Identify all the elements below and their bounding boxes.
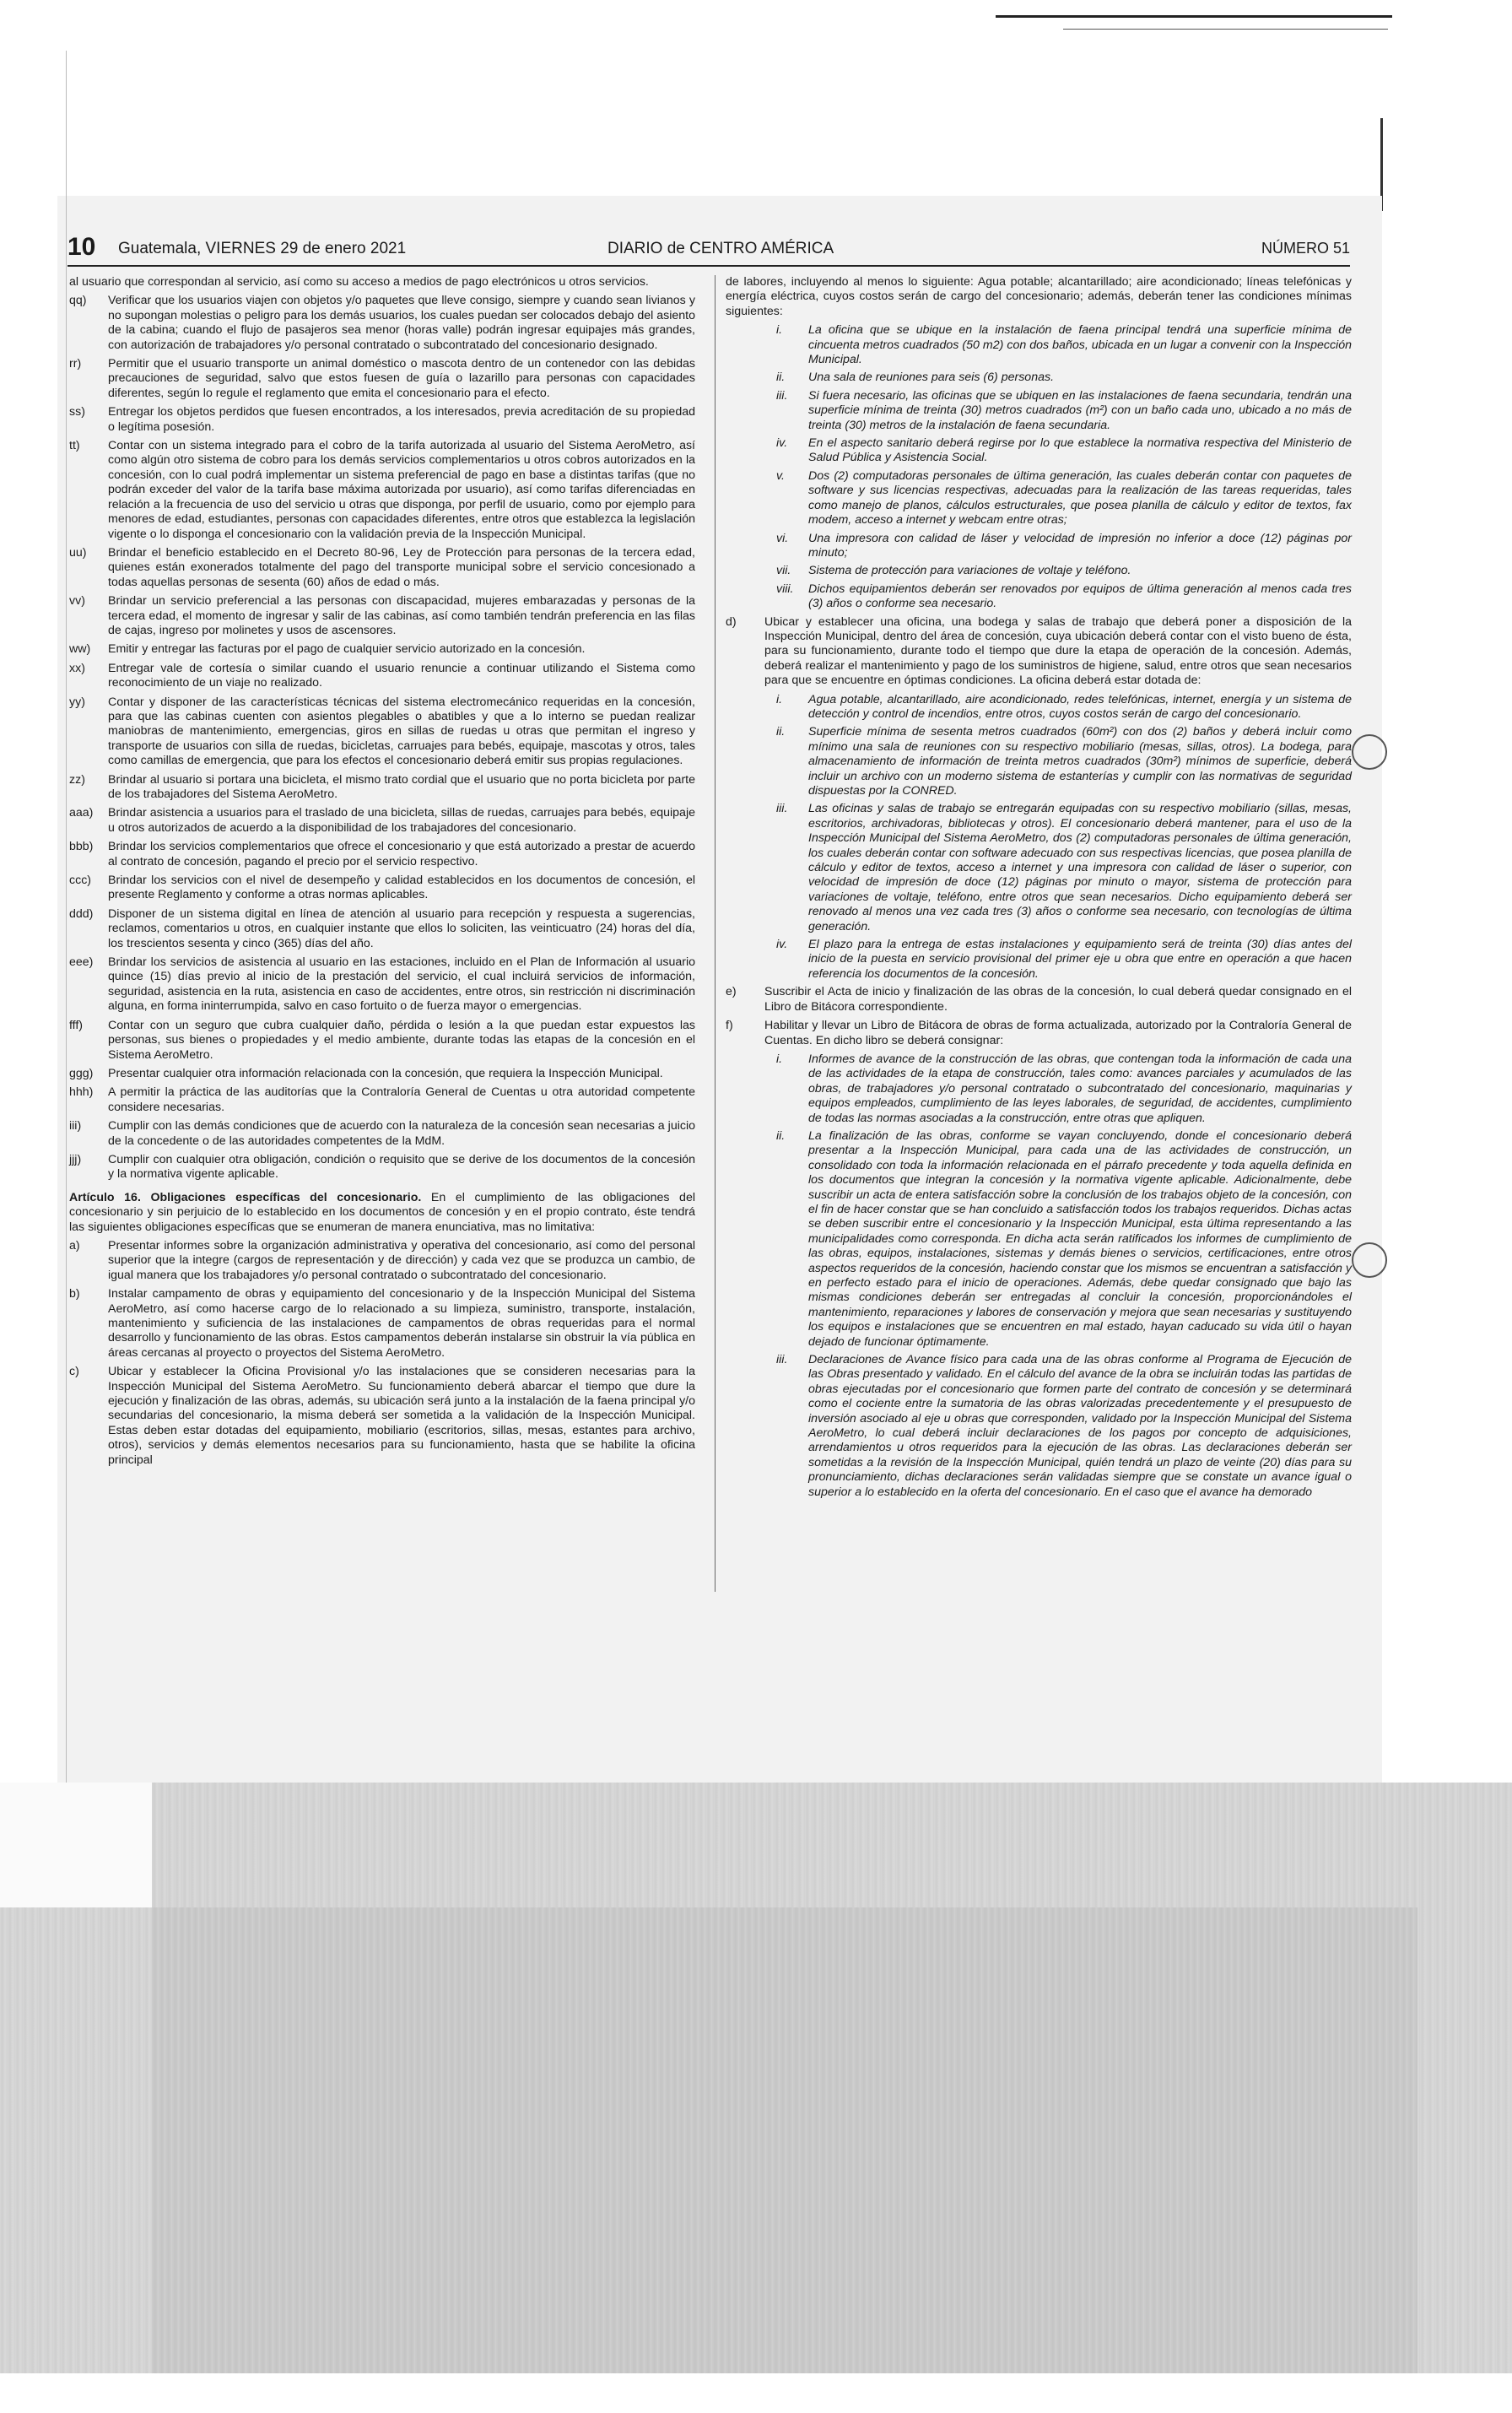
list-item [69, 294, 695, 353]
list-item [69, 1085, 695, 1115]
list-item [69, 955, 695, 1014]
item-label: ss) [69, 405, 85, 419]
item-label: f) [726, 1019, 733, 1033]
item-label: eee) [69, 955, 94, 970]
item-text: Contar y disponer de las características técnicas del sistema electromecánico requeridas en la concesión, para que las cabinas cuenten con asientos plegables o abatibles y que a lo interno se puedan realizar maniobras de mantenimiento, emergencias, giros en sillas de ruedas u otras que permitan el ingreso y transporte de usuarios con silla de ruedas, bicicletas, carruajes para bebés, equipaje, mascotas y otros, tales como camillas de emergencia, que para los efectos el concesionario deberá emitir sus propias regulaciones. [108, 695, 695, 768]
item-label: vi. [776, 531, 789, 545]
list-item [69, 907, 695, 951]
top-rule [996, 15, 1392, 18]
sub-item [776, 371, 1352, 385]
item-label: hhh) [69, 1085, 94, 1100]
item-text: Habilitar y llevar un Libro de Bitácora de obras de forma actualizada, autorizado por la Contraloría General de Cuentas. En dicho libro se deberá consignar: [764, 1019, 1352, 1047]
sub-item [776, 532, 1352, 561]
item-text: Presentar cualquier otra información relacionada con la concesión, que requiera la Inspección Municipal. [108, 1066, 663, 1080]
item-text: Cumplir con las demás condiciones que de acuerdo con la naturaleza de la concesión sean necesarias a juicio de la concedente o de las autoridades competentes de la MdM. [108, 1119, 695, 1148]
item-label: a) [69, 1238, 80, 1252]
scan-margin-line [66, 51, 67, 1789]
item-text: Brindar el beneficio establecido en el Decreto 80-96, Ley de Protección para personas de la tercera edad, quienes están exonerados totalmente del pago del transporte municipal sobre el servicio concesionado a todas aquellas personas de sesenta (60) años de edad o más. [108, 545, 695, 589]
sub-item [776, 1129, 1352, 1350]
c-subitem-list [726, 323, 1352, 611]
item-label: ww) [69, 642, 91, 657]
item-label: ii. [776, 725, 786, 739]
item-label: rr) [69, 357, 82, 371]
punch-hole-mark [1352, 734, 1387, 770]
item-label: ddd) [69, 906, 94, 921]
list-item [69, 1119, 695, 1149]
item-text: Disponer de un sistema digital en línea de atención al usuario para recepción y respuesta a sugerencias, reclamos, comentarios u otros, en cualquier instante que ellos lo soliciten, las veinticuatro (24) horas del día, los trescientos sesenta y cinco (365) días del año. [108, 906, 695, 950]
list-item [69, 546, 695, 590]
item-text: Emitir y entregar las facturas por el pago de cualquier servicio autorizado en la concesión. [108, 642, 586, 657]
item-text: Las oficinas y salas de trabajo se entregarán equipadas con su respectivo mobiliario (sillas, mesas, escritorios, archivadoras, bibliotecas y otros). El concesionario deberá mantener, para el uso de la Inspección Municipal del Sistema AeroMetro, dos (2) computadoras personales de última generación, los cuales deberán contar con software adecuado con sus respectivas licencias, que posea planilla de cálculo y editor de textos, acceso a internet y una impresora con calidad de láser o superior, con velocidad de impresión de doce (12) páginas por minuto o mayor, sistema de protección para variaciones de voltaje, teléfono, entre otros que sean necesarios. Dicho equipamiento deberá ser renovado al menos una vez cada tres (3) años o conforme sea necesario, con tecnologías de última generación. [808, 802, 1352, 933]
list-item [726, 615, 1352, 689]
obligation-list [69, 294, 695, 1182]
list-item [726, 985, 1352, 1014]
column-divider [715, 275, 716, 1592]
scan-artifact-band [0, 1783, 1512, 2373]
item-text: Ubicar y establecer una oficina, una bodega y salas de trabajo que deberá poner a disposición de la Inspección Municipal, dentro del área de concesión, cuya ubicación deberá contar con el visto bueno de ésta, para su funcionamiento, durante todo el tiempo que dure la etapa de operación de la concesión. Además, deberá realizar el mantenimiento y pago de los suministros de higiene, salud, entre otros que sean necesarios para que se encuentre en óptimas condiciones. La oficina deberá estar dotada de: [764, 614, 1352, 688]
item-label: ggg) [69, 1066, 94, 1080]
page-number: 10 [68, 233, 96, 261]
article-text: En el cumplimiento de las obligaciones del concesionario y sin perjuicio de lo establecido en los documentos de concesión y en el propio contrato, éste tendrá las siguientes obligaciones específicas que se enumeran de manera enunciativa, mas no limitativa: [69, 1190, 695, 1234]
item-label: i. [776, 692, 783, 706]
item-text: Ubicar y establecer la Oficina Provisional y/o las instalaciones que se consideren necesarias para la Inspección Municipal del Sistema AeroMetro. Su funcionamiento deberá abarcar el tiempo que dure la ejecución y finalización de las obras, además, su ubicación será junto a la instalación de la faena principal y/o secundarias del concesionario, la misma deberá ser sometida a la validación de la Inspección Municipal. Estas deben estar dotadas del equipamiento, mobiliario (escritorios, sillas, mesas, estantes para archivo, otros), servicios y demás elementos necesarios para su funcionamiento, hasta que se habilite la oficina principal [108, 1365, 695, 1467]
item-text: Una impresora con calidad de láser y velocidad de impresión no inferior a doce (12) páginas por minuto; [808, 531, 1352, 560]
list-item [69, 695, 695, 769]
left-column [69, 275, 695, 1472]
sub-item [776, 389, 1352, 433]
list-item [69, 1019, 695, 1063]
item-text: Brindar los servicios de asistencia al usuario en las estaciones, incluido en el Plan de Información al usuario quince (15) días previo al inicio de la prestación del servicio, el cual incluirá servicios de información, seguridad, asistencia en la ruta, asistencia en caso de accidentes, entre otros, sin restricción ni discriminación alguna, en forma ininterrumpida, salvo en caso fortuito o de fuerza mayor o emergencias. [108, 955, 695, 1014]
item-label: aaa) [69, 806, 94, 820]
item-text: Si fuera necesario, las oficinas que se ubiquen en las instalaciones de faena secundaria, tendrán una superficie mínima de treinta (30) metros cuadrados (m²) con un baño cada uno, ubicado a no más de treinta (30) metros de la instalación de faena secundaria. [808, 388, 1352, 432]
item-text: Contar con un seguro que cubra cualquier daño, pérdida o lesión a la que puedan estar expuestos las personas, sus bienes o propiedades y el medio ambiente, durante todas las etapas de la concesión en el Sistema AeroMetro. [108, 1018, 695, 1062]
sub-item [776, 725, 1352, 798]
item-label: qq) [69, 294, 87, 308]
sub-item [776, 436, 1352, 466]
item-text: Brindar los servicios complementarios que ofrece el concesionario y que está autorizado a prestar de acuerdo al contrato de concesión, pagando el precio por el servicio respectivo. [108, 840, 695, 868]
issue-number: NÚMERO 51 [1261, 240, 1350, 257]
sub-item [776, 564, 1352, 578]
item-text: Dos (2) computadoras personales de última generación, las cuales deberán contar con paquetes de software y sus licencias respectivas, adecuadas para la realización de las tareas requeridas, tales como manejo de planos, cálculos estructurales, que posea planilla de cálculo y editor de textos, fax modem, acceso a internet y webcam entre otras; [808, 468, 1352, 528]
item-label: iii. [776, 802, 788, 816]
item-label: c) [69, 1365, 79, 1379]
item-text: Una sala de reuniones para seis (6) personas. [808, 371, 1055, 385]
item-text: Dichos equipamientos deberán ser renovados por equipos de última generación al menos cada tres (3) años o conforme sea necesario. [808, 582, 1352, 611]
scan-artifact-lower [152, 1907, 1418, 2373]
item-label: uu) [69, 545, 87, 560]
sub-item [776, 802, 1352, 934]
list-item [69, 1287, 695, 1361]
list-item [69, 840, 695, 869]
article-heading: Artículo 16. Obligaciones específicas del concesionario. [69, 1190, 422, 1204]
list-item [69, 357, 695, 401]
list-item [69, 662, 695, 691]
item-label: b) [69, 1287, 80, 1301]
list-item [69, 594, 695, 638]
item-label: iv. [776, 938, 788, 952]
sub-item [776, 469, 1352, 528]
sub-item [776, 323, 1352, 367]
item-label: iii. [776, 1353, 788, 1367]
item-label: i. [776, 1052, 783, 1066]
item-label: e) [726, 985, 737, 999]
list-item [69, 874, 695, 903]
item-text: Agua potable, alcantarillado, aire acondicionado, redes telefónicas, internet, energía y un sistema de detección y control de incendios, entre otros, cuyos costos serán de cargo del concesionario. [808, 692, 1352, 721]
article-16 [69, 1191, 695, 1235]
list-item [69, 1067, 695, 1081]
list-item [69, 405, 695, 435]
item-text: Superficie mínima de sesenta metros cuadrados (60m²) con dos (2) baños y deberá incluir como mínimo una sala de reuniones con su respectivo mobiliario (mesas, sillas, otros). La bodega, para almacenamiento de información de treinta metros cuadrados (30m²) mínimos de superficie, deberá incluir un archivo con un moderno sistema de estanterías y cumplir con las normativas de seguridad dispuestas por la CONRED. [808, 725, 1352, 798]
item-text: Instalar campamento de obras y equipamiento del concesionario y de la Inspección Municipal del Sistema AeroMetro, así como hacerse cargo de lo relacionado a su limpieza, suministro, transporte, instalación, mantenimiento y suficiencia de las instalaciones de campamentos de obras requeridas para el normal desarrollo y funcionamiento de las obras. Estos campamentos deberán instalarse sin obstruir la vía pública en áreas cercanas al proyecto o proyectos del Sistema AeroMetro. [108, 1287, 695, 1360]
sub-item [776, 1353, 1352, 1500]
item-label: iii) [69, 1119, 82, 1133]
f-subitem-list [726, 1052, 1352, 1500]
item-label: xx) [69, 661, 85, 675]
top-rule-thin [1063, 29, 1388, 30]
right-column [726, 275, 1352, 1503]
sub-item [776, 1052, 1352, 1126]
item-label: i. [776, 323, 783, 338]
item-label: ii. [776, 1128, 786, 1143]
item-text: Brindar asistencia a usuarios para el traslado de una bicicleta, sillas de ruedas, carruajes para bebés, equipaje u otros autorizados de acuerdo a la disponibilidad de los trabajadores del concesionario. [108, 806, 695, 835]
item-label: jjj) [69, 1152, 82, 1166]
list-item [69, 773, 695, 803]
item-text: El plazo para la entrega de estas instalaciones y equipamiento será de treinta (30) días antes del inicio de la puesta en servicio provisional del primer eje u obra que entre en operación a que hacen referencia los documentos de la concesión. [808, 938, 1352, 981]
item-label: ii. [776, 371, 786, 385]
item-text: Informes de avance de la construcción de las obras, que contengan toda la información de cada una de las actividades de la etapa de construcción, tales como: avances parciales y acumulados de las obras, de trabajadores y/o personal contratado o subcontratado del concesionario, maquinarias y equipos empleados, cumplimiento de las leyes laborales, de seguridad, de accidentes, cumplimiento de todas las normas asociadas a la construcción, entre otras que apliquen. [808, 1052, 1352, 1125]
continued-text: al usuario que correspondan al servicio, así como su acceso a medios de pago electrónicos u otros servicios. [69, 275, 649, 289]
list-item [69, 439, 695, 542]
item-text: Sistema de protección para variaciones de voltaje y teléfono. [808, 564, 1131, 578]
item-text: Brindar un servicio preferencial a las personas con discapacidad, mujeres embarazadas y personas de la tercera edad, el momento de ingresar y salir de las cabinas, así como también tendrán preferencia en las filas de cajas, ingreso por molinetes y usos de ascensores. [108, 594, 695, 637]
item-label: vii. [776, 564, 791, 578]
item-label: viii. [776, 582, 794, 596]
item-label: d) [726, 614, 737, 629]
punch-hole-mark [1352, 1242, 1387, 1278]
sub-item [776, 938, 1352, 982]
item-text: Cumplir con cualquier otra obligación, condición o requisito que se derive de los documentos de la concesión y la normativa vigente aplicable. [108, 1152, 695, 1182]
item-label: bbb) [69, 840, 94, 854]
item-label: iii. [776, 388, 788, 403]
list-item [726, 1019, 1352, 1048]
location-date: Guatemala, VIERNES 29 de enero 2021 [118, 240, 407, 257]
item-label: vv) [69, 594, 85, 609]
sub-item [776, 582, 1352, 612]
list-item [69, 1153, 695, 1182]
item-label: zz) [69, 772, 85, 787]
item-text: La oficina que se ubique en la instalación de faena principal tendrá una superficie mínima de cincuenta metros cuadrados (50 m2) con dos baños, ubicada en un lugar a convenir con la Inspección Municipal. [808, 323, 1352, 367]
article-item-list [69, 1239, 695, 1468]
item-label: fff) [69, 1018, 84, 1032]
item-label: yy) [69, 695, 85, 709]
item-label: iv. [776, 436, 788, 451]
scan-artifact-gap [0, 1783, 152, 1907]
item-label: tt) [69, 439, 80, 453]
item-text: Contar con un sistema integrado para el cobro de la tarifa autorizada al usuario del Sistema AeroMetro, así como algún otro sistema de cobro para los demás servicios complementarios u otros cobros autorizados en la concesión, con lo cual podrá implementar un sistema preferencial de pago en base a distintas tarifas (que no podrán exceder del valor de la tarifa base máxima autorizada por usuario), así como tarifas diferenciadas en relación a la frecuencia de uso del servicio u otras que disponga, por perfil de usuario, como por ejemplo para menores de edad, estudiantes, personas con capacidades diferentes, entre otros que establezca la legislación vigente o lo disponga el concesionario con la validación previa de la Inspección Municipal. [108, 439, 695, 541]
item-text: Declaraciones de Avance físico para cada una de las obras conforme al Programa de Ejecución de las Obras presentado y validado. En el cálculo del avance de la obra se incluirán todas las partidas de obras ejecutadas por el concesionario que formen parte del contrato de concesión y se determinará como el cociente entre la sumatoria de las obras valorizadas precedentemente y el presupuesto de inversión asociado al eje u obras que corresponden, validado por la Inspección Municipal del Sistema AeroMetro, lo cual deberá incluir declaraciones de los pagos por concepto de adquisiciones, arrendamientos u otros requeridos para la ejecución de las obras. Las declaraciones deberán ser sometidas a la revisión de la Inspección Municipal, quién tendrá un plazo de veinte (20) días para su pronunciamiento, dichas declaraciones serán validadas siempre que se constate un avance igual o superior a lo establecido en la oferta del concesionario. En el caso que el avance ha demorado [808, 1353, 1352, 1499]
item-text: Brindar los servicios con el nivel de desempeño y calidad establecidos en los documentos de concesión, el presente Reglamento y conforme a otras normas aplicables. [108, 874, 695, 902]
sub-item [776, 693, 1352, 722]
item-text: Verificar que los usuarios viajen con objetos y/o paquetes que lleve consigo, siempre y cuando sean livianos y no supongan molestias o peligro para los demás usuarios, los cuales puedan ser colocados debajo del asiento de la cabina; cuando el flujo de pasajeros sea menor (horas valle) podrán ingresar equipajes más grandes, con autorización de trabajadores y/o personal contratado o subcontratado del concesionario designado. [108, 294, 695, 352]
item-text: Presentar informes sobre la organización administrativa y operativa del concesionario, así como del personal superior que la integre (cargos de representación y de dirección) y cada vez que se produzca un cambio, de igual manera que los trabajadores y/o personal contratado o subcontratado del concesionario. [108, 1238, 695, 1282]
item-label: ccc) [69, 874, 92, 888]
item-text: Permitir que el usuario transporte un animal doméstico o mascota dentro de un contenedor con las debidas precauciones de seguridad, salvo que estos fuesen de guía o lazarillo para personas con capacidades diferentes, según lo regule el reglamento que emita el concesionario para el efecto. [108, 357, 695, 400]
continued-text: de labores, incluyendo al menos lo siguiente: Agua potable; alcantarillado; aire acondicionado; líneas telefónicas y energía eléctrica, cuyos costos serán de cargo del concesionario; además, deberán tener las condiciones mínimas siguientes: [726, 275, 1352, 318]
item-text: Entregar vale de cortesía o similar cuando el usuario renuncie a continuar utilizando el Sistema como reconocimiento de un viaje no realizado. [108, 661, 695, 690]
item-text: La finalización de las obras, conforme se vayan concluyendo, donde el concesionario deberá presentar a la Inspección Municipal, para cada una de las actividades de construcción, un consolidado con toda la información relacionada en el párrafo precedente y toda aquella definida en los documentos que integran la concesión y la normativa vigente aplicable. Adicionalmente, debe suscribir un acta de entera satisfacción sobre la conclusión de los trabajos objeto de la concesión, con el fin de hacer constar que se han concluido a satisfacción todos los trabajos requeridos. Dichas actas se deben suscribir entre el concesionario y la Inspección Municipal, esta última representando a las municipalidades como corresponda. En dicha acta serán ratificados los informes de cumplimiento de las obras, equipos, instalaciones, sistemas y demás bienes o servicios, certificaciones, entre otros aspectos requeridos de la concesión, haciendo constar que los mismos se encuentran a satisfacción y en perfecto estado para el inicio de operaciones. Además, debe quedar consignado que bajo las mismas condiciones deberán ser entregadas al concluir la concesión, proporcionándoles el mantenimiento, reparaciones y labores de conservación y mejora que sean necesarias y sustituyendo los equipos e instalaciones que se encuentren en mal estado, hayan caducado su vida útil o hayan dejado de funcionar óptimamente. [808, 1128, 1352, 1349]
page-header [68, 233, 1350, 267]
list-item [69, 806, 695, 836]
list-item [69, 1239, 695, 1283]
newspaper-name: DIARIO de CENTRO AMÉRICA [608, 240, 834, 257]
item-text: Entregar los objetos perdidos que fuesen encontrados, a los interesados, previa acreditación de su propiedad o legítima posesión. [108, 405, 695, 434]
list-item [69, 642, 695, 657]
list-item [69, 1365, 695, 1468]
d-subitem-list [726, 693, 1352, 982]
item-text: A permitir la práctica de las auditorías que la Contraloría General de Cuentas u otra autoridad competente considere necesarias. [108, 1085, 695, 1114]
item-label: v. [776, 468, 785, 483]
item-text: Brindar al usuario si portara una bicicleta, el mismo trato cordial que el usuario que no porta bicicleta por parte de los trabajadores del Sistema AeroMetro. [108, 772, 695, 801]
item-text: En el aspecto sanitario deberá regirse por lo que establece la normativa respectiva del Ministerio de Salud Pública y Asistencia Social. [808, 436, 1352, 465]
item-text: Suscribir el Acta de inicio y finalización de las obras de la concesión, lo cual deberá quedar consignado en el Libro de Bitácora correspondiente. [764, 985, 1352, 1014]
